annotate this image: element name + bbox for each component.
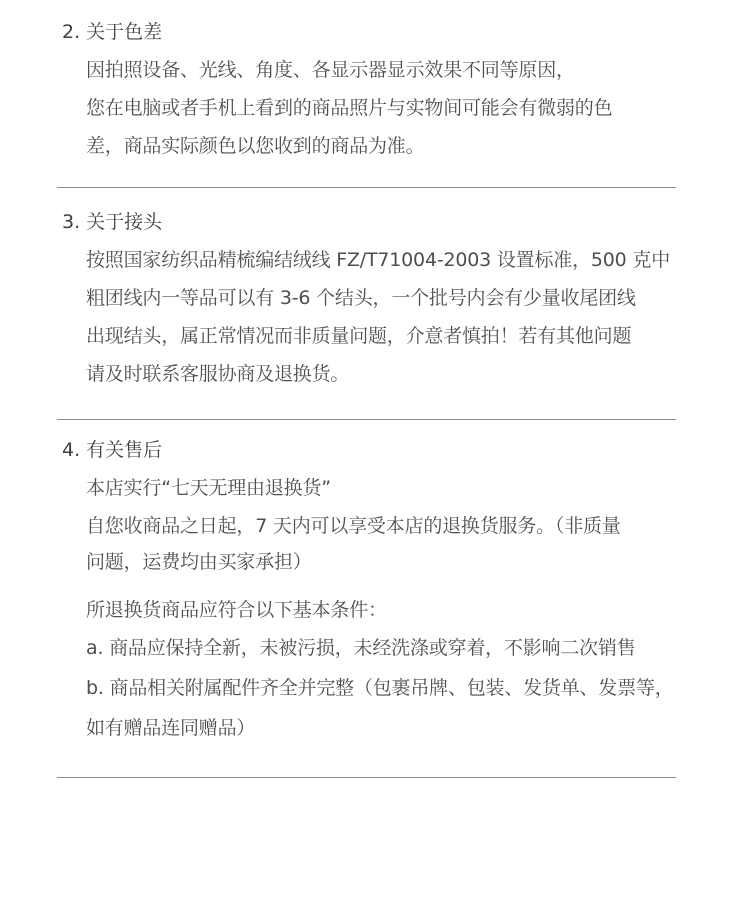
section-heading-after-sales: 4. 有关售后 [62, 439, 163, 461]
paragraph-line: b. 商品相关附属配件齐全并完整（包裹吊牌、包装、发货单、发票等， [86, 677, 674, 699]
paragraph-line: 所退换货商品应符合以下基本条件： [86, 599, 387, 621]
paragraph-line: 差，商品实际颜色以您收到的商品为准。 [86, 135, 425, 157]
paragraph-line: 问题，运费均由买家承担） [86, 551, 312, 573]
section-heading-color-difference: 2. 关于色差 [62, 21, 163, 43]
paragraph-line: 本店实行“七天无理由退换货” [86, 477, 331, 499]
paragraph-line: 按照国家纺织品精梳编结绒线 FZ/T71004-2003 设置标准，500 克中 [86, 249, 670, 271]
paragraph-line: 请及时联系客服协商及退换货。 [86, 363, 350, 385]
section-heading-knots: 3. 关于接头 [62, 211, 163, 233]
section-divider [57, 187, 676, 188]
section-divider [57, 777, 676, 778]
paragraph-line: 出现结头，属正常情况而非质量问题，介意者慎拍！若有其他问题 [86, 325, 632, 347]
paragraph-line: 粗团线内一等品可以有 3-6 个结头，一个批号内会有少量收尾团线 [86, 287, 636, 309]
paragraph-line: 如有赠品连同赠品） [86, 717, 256, 739]
paragraph-line: 因拍照设备、光线、角度、各显示器显示效果不同等原因， [86, 59, 575, 81]
paragraph-line: 您在电脑或者手机上看到的商品照片与实物间可能会有微弱的色 [86, 97, 613, 119]
paragraph-line: 自您收商品之日起，7 天内可以享受本店的退换货服务。（非质量 [86, 515, 621, 537]
section-divider [57, 419, 676, 420]
paragraph-line: a. 商品应保持全新，未被污损，未经洗涤或穿着，不影响二次销售 [86, 637, 636, 659]
